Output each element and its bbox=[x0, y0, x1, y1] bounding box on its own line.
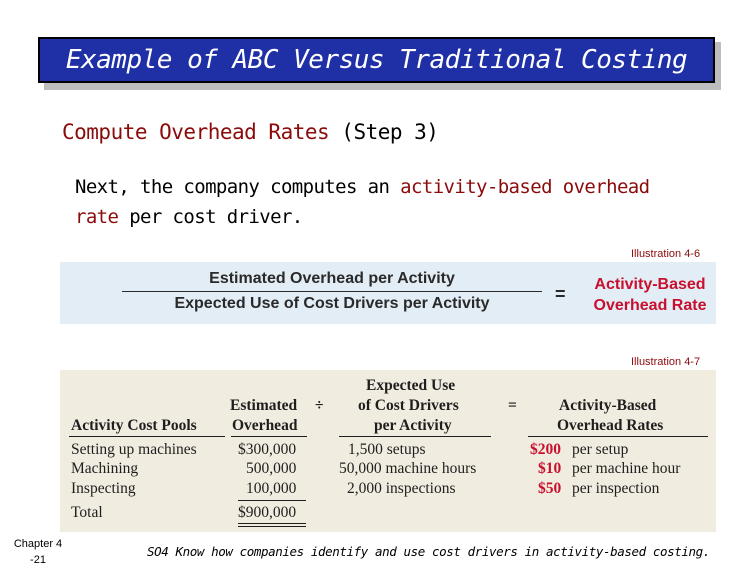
row-rate-unit: per inspection bbox=[572, 480, 660, 497]
total-value: $900,000 bbox=[238, 504, 297, 521]
illustration-6-label: Illustration 4-6 bbox=[631, 248, 701, 260]
row-pool: Inspecting bbox=[71, 480, 136, 497]
header-equals: = bbox=[508, 397, 517, 414]
para-highlight-2: rate bbox=[75, 206, 119, 228]
header-expected-use: Expected Use bbox=[366, 377, 456, 394]
header-rule-rates bbox=[528, 436, 708, 437]
row-overhead: 500,000 bbox=[246, 460, 297, 477]
row-rate: $50 bbox=[538, 480, 562, 497]
formula-result-line1: Activity-Based bbox=[594, 276, 706, 293]
header-cost-drivers: of Cost Drivers bbox=[358, 397, 459, 414]
slide-subtitle bbox=[62, 120, 438, 144]
row-pool: Machining bbox=[71, 460, 139, 477]
subtotal-rule bbox=[238, 500, 306, 501]
header-rule-overhead bbox=[231, 436, 307, 437]
illustration-7-label: Illustration 4-7 bbox=[631, 356, 701, 368]
total-double-rule-bottom bbox=[238, 526, 306, 527]
header-activity-based: Activity-Based bbox=[559, 397, 657, 414]
formula-result-line2: Overhead Rate bbox=[593, 297, 707, 314]
row-rate-unit: per machine hour bbox=[572, 460, 681, 477]
row-overhead: $300,000 bbox=[238, 441, 297, 458]
formula-denominator: Expected Use of Cost Drivers per Activity bbox=[174, 295, 490, 312]
formula-equals: = bbox=[555, 284, 566, 304]
total-label: Total bbox=[71, 504, 103, 521]
subtitle-highlight: Compute Overhead Rates bbox=[62, 120, 330, 144]
header-estimated: Estimated bbox=[230, 397, 298, 414]
formula-result bbox=[580, 274, 720, 316]
title-banner bbox=[38, 37, 715, 83]
header-activity-cost-pools: Activity Cost Pools bbox=[71, 417, 197, 434]
row-pool: Setting up machines bbox=[71, 441, 197, 458]
formula-numerator: Estimated Overhead per Activity bbox=[122, 270, 542, 292]
overhead-rate-table bbox=[60, 370, 716, 532]
formula-box bbox=[60, 262, 716, 324]
row-use: 2,000 inspections bbox=[347, 480, 456, 497]
header-overhead-rates: Overhead Rates bbox=[557, 417, 664, 434]
study-objective: SO4 Know how companies identify and use cost drivers in activity-based costing. bbox=[147, 544, 710, 559]
slide-number: -21 bbox=[30, 554, 46, 566]
header-divide: ÷ bbox=[315, 397, 324, 414]
para-text-1: Next, the company computes an bbox=[75, 176, 401, 198]
slide-title: Example of ABC Versus Traditional Costing bbox=[65, 45, 688, 75]
total-double-rule-top bbox=[238, 523, 306, 524]
row-rate: $200 bbox=[530, 441, 561, 458]
row-use: 1,500 setups bbox=[348, 441, 426, 458]
para-highlight-1: activity-based overhead bbox=[400, 176, 650, 198]
para-text-2: per cost driver. bbox=[118, 206, 303, 228]
intro-paragraph bbox=[75, 172, 735, 232]
header-rule-pools bbox=[69, 436, 225, 437]
chapter-footer bbox=[10, 536, 66, 568]
row-rate: $10 bbox=[538, 460, 562, 477]
row-use: 50,000 machine hours bbox=[339, 460, 477, 477]
header-overhead: Overhead bbox=[232, 417, 298, 434]
row-overhead: 100,000 bbox=[246, 480, 297, 497]
header-rule-use bbox=[339, 436, 491, 437]
row-rate-unit: per setup bbox=[572, 441, 629, 458]
subtitle-rest: (Step 3) bbox=[329, 120, 439, 144]
chapter-label: Chapter 4 bbox=[13, 538, 63, 550]
header-per-activity: per Activity bbox=[374, 417, 452, 434]
formula-fraction bbox=[122, 270, 542, 313]
